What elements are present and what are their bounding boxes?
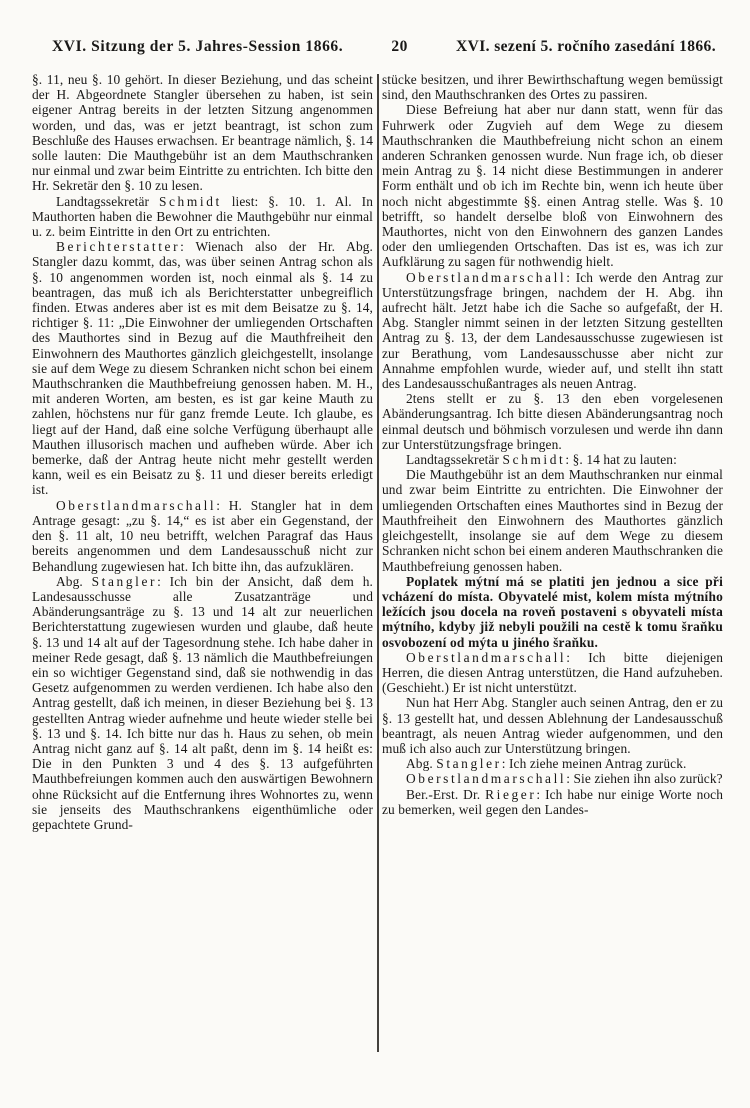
speaker-name: Oberstlandmarschall — [406, 269, 567, 285]
speaker-name: Schmidt — [158, 193, 222, 209]
paragraph: Diese Befreiung hat aber nur dann statt, wenn für das Fuhrwerk oder Zugvieh auf dem Wege zu diesem Mauthschranken die Mauthbefreiung nicht schon an einem anderen Schranken genossen wurde. Nun frage ich, ob dieser mein Antrag zu §. 14 nicht diese Bestimmungen in anderer Form enthält und ob ich im Rechte bin, wenn ich heute über noch nicht abgestimmte §§. einen Antrag stelle. Was §. 10 betrifft, so handelt derselbe bloß von Einwohnern des Mauthortes, nicht von den Einwohnern des ganzen Landes oder den umliegenden Ortschaften. Das ist es, was ich zur Aufklärung zu sagen für nothwendig hielt. — [382, 102, 723, 270]
paragraph: Oberstlandmarschall: Sie ziehen ihn also zurück? — [406, 771, 723, 787]
paragraph: Abg. Stangler: Ich bin der Ansicht, daß dem h. Landesausschusse alle Zusatzanträge und Abänderungsanträge zu §. 13 und 14 alt zur neuerlichen Berichterstattung zugewiesen wurden und glaube, daß heute §. 13 und 14 alt auf der Tagesordnung stehe. Ich habe daher in meiner Rede gesagt, daß §. 13 nämlich die Mauthbefreiungen ein so wichtiger Gegenstand sind, daß sie nothwendig in das Gesetz aufgenommen zu werden verdienen. Ich habe also den Antrag gestellt, daß ich meinen, in dieser Beziehung bei §. 13 gestellten Antrag wieder aufnehme und heute wieder stelle bei §. 13 und §. 14. Ich bitte nur das h. Haus zu sehen, ob mein Antrag nicht ganz auf §. 14 alt paßt, denn im §. 14 heißt es: Die in den Punkten 3 und 4 des §. 13 aufgeführten Mauthbefreiungen kommen auch den auswärtigen Bewohnern ohne Rücksicht auf die Entfernung ihres Wohnortes zu, wenn sie jenseits des Mauthschrankens eigenthümliche oder gepachtete Grund- — [32, 573, 373, 832]
speaker-name: Schmidt — [502, 452, 566, 468]
text-body — [32, 72, 724, 1064]
paragraph: Oberstlandmarschall: H. Stangler hat in dem Antrage gesagt: „zu §. 14,“ es ist aber ein Gegenstand, der den §. 11 alt, 10 neu betrifft, welchen Paragraf das Haus bereits angenommen und dem Landesausschuß nicht zur Behandlung zugewiesen hat. Ich bitte ihn, das aufzuklären. — [32, 497, 373, 574]
paragraph: §. 11, neu §. 10 gehört. In dieser Beziehung, und das scheint der H. Abgeordnete Stangler übersehen zu haben, ist sein eigener Antrag bereits in der letzten Sitzung angenommen worden, und das, was er jetzt beantragt, ist schon zum Beschluße des Hauses erwachsen. Er beantrage nämlich, §. 14 solle lauten: Die Mauthgebühr ist an dem Mauthschranken nur einmal und zwar beim Eintritte zu entrichten. Ich bitte den Hr. Sekretär den §. 10 zu lesen. — [32, 72, 373, 194]
paragraph: stücke besitzen, und ihrer Bewirthschaftung wegen bemüssigt sind, den Mauthschranken des Ortes zu passiren. — [382, 72, 723, 103]
speaker-name: Stangler — [436, 756, 502, 772]
paragraph: Landtagssekretär Schmidt: §. 14 hat zu lauten: — [406, 452, 677, 468]
right-column — [382, 72, 723, 1064]
speaker-name: Oberstlandmarschall — [406, 649, 567, 665]
paragraph: Nun hat Herr Abg. Stangler auch seinen Antrag, den er zu §. 13 gestellt hat, und dessen Ablehnung der Landesausschuß beantragt, als neuen Antrag wieder aufgenommen, und den muß ich also auch zur Unterstützung bringen. — [382, 695, 723, 756]
paragraph: Abg. Stangler: Ich ziehe meinen Antrag zurück. — [406, 756, 687, 772]
running-header — [52, 38, 716, 56]
left-column — [32, 72, 373, 1064]
speaker-name: Rieger — [485, 786, 537, 802]
paragraph: Berichterstatter: Wienach also der Hr. Abg. Stangler dazu kommt, das, was über seinen Antrag schon als §. 10 angenommen worden ist, noch einmal als §. 14 zu beantragen, das muß ich als Berichterstatter unbegreiflich finden. Etwas anderes aber ist es mit dem Beisatze zu §. 14, richtiger §. 11: „Die Einwohner der umliegenden Ortschaften des Mauthortes sind in Bezug auf die Mauthfreiheit den Einwohnern des Mauthortes gänzlich gleichgestellt, insolange sie auf dem Wege zu diesem Schranken nicht schon bei einem Mauthschranken die Mauthbefreiung genossen haben. M. H., mit anderen Worten, am besten, es ist gar keine Mauth zu zahlen, höchstens nur für ganz fremde Leute. Ich glaube, es liegt auf der Hand, daß eine solche Verfügung überhaupt alle Mauthen illusorisch machen und aufheben würde. Aber ich bemerke, daß der Antrag heute nicht mehr gestellt werden kann, weil es ein Beisatz zu §. 11 und dieser bereits erledigt ist. — [32, 239, 373, 498]
header-title-german: XVI. Sitzung der 5. Jahres-Session 1866. — [52, 38, 344, 55]
column-divider-rule — [377, 74, 379, 1052]
speaker-name: Oberstlandmarschall — [406, 771, 567, 787]
paragraph: 2tens stellt er zu §. 13 den eben vorgelesenen Abänderungsantrag. Ich bitte diesen Abänderungsantrag noch einmal deutsch und böhmisch vorzulesen und werde ihn dann zur Unterstützungsfrage bringen. — [382, 391, 723, 452]
paragraph: Oberstlandmarschall: Ich bitte diejenigen Herren, die diesen Antrag unterstützen, die Hand aufzuheben. (Geschieht.) Er ist nicht unterstützt. — [382, 649, 723, 696]
page-number: 20 — [391, 38, 408, 55]
paragraph: Die Mauthgebühr ist an dem Mauthschranken nur einmal und zwar beim Eintritte zu entrichten. Die Einwohner der umliegenden Ortschaften eines Mauthortes sind in Bezug der Mauthfreiheit den Einwohnern des Mauthortes gänzlich gleichgestellt, insolange sie auf dem Wege zu diesem Schranken nicht schon bei einem anderen Mauthschranken die Mauthbefreiung genossen haben. — [382, 467, 723, 574]
speaker-name: Stangler — [91, 573, 158, 589]
speaker-name: Berichterstatter — [56, 239, 181, 255]
paragraph: Poplatek mýtní má se platiti jen jednou a sice při vcházení do místa. Obyvatelé mist, kolem místa mýtního ležících jsou docela na roveň postaveni s obyvateli místa mýtního, kdyby již nebyli použili na cestě k tomu šraňku osvobození od mýta u jiného šraňku. — [382, 573, 723, 650]
header-title-czech: XVI. sezení 5. ročního zasedání 1866. — [456, 38, 716, 55]
paragraph: Oberstlandmarschall: Ich werde den Antrag zur Unterstützungsfrage bringen, nachdem der H. Abg. ihn aufrecht hält. Jetzt habe ich die Sache so aufgefaßt, der H. Abg. Stangler nimmt seinen in der letzten Sitzung gestellten Antrag zu §. 13, der dem Landesausschusse zugewiesen ist zur Berathung, vom Landesausschusse aber nicht zur Annahme empfohlen wurde, wieder auf, und stellt ihn statt des Landesausschußantrages als neuen Antrag. — [382, 269, 723, 392]
paragraph: Ber.-Erst. Dr. Rieger: Ich habe nur einige Worte noch zu bemerken, weil gegen den Landes- — [382, 786, 723, 817]
speaker-name: Oberstlandmarschall — [56, 497, 217, 513]
paragraph: Landtagssekretär Schmidt liest: §. 10. 1. Al. In Mauthorten haben die Bewohner die Mauthgebühr nur einmal u. z. beim Eintritte in den Ort zu entrichten. — [32, 193, 373, 240]
